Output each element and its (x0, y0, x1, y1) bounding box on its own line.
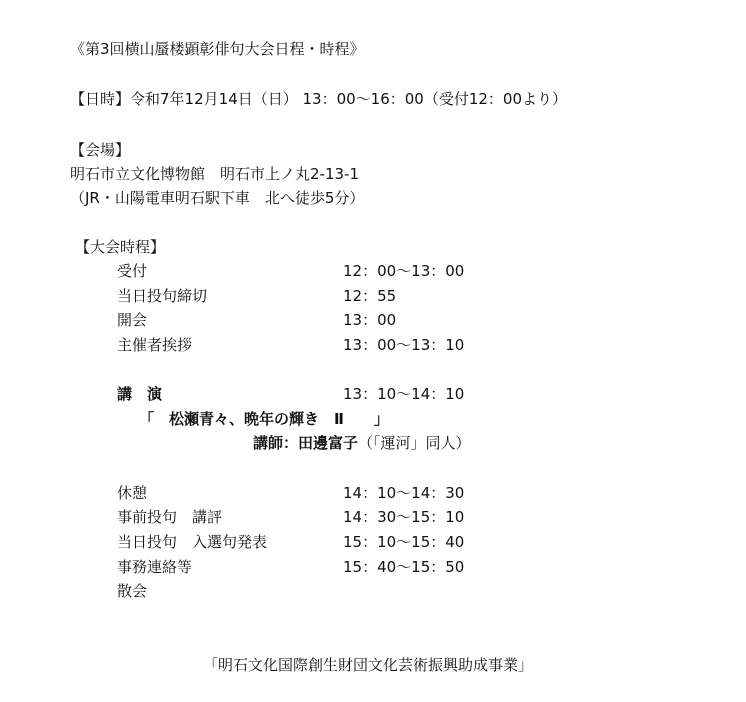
schedule-item-time: 13：00 (343, 311, 397, 329)
lecture-time: 13：10～14：10 (343, 385, 465, 403)
schedule-item-label: 散会 (117, 582, 148, 600)
schedule-item-label: 事前投句 講評 (117, 508, 223, 526)
schedule-item-label: 休憩 (117, 484, 148, 502)
schedule-item-time: 12：55 (343, 287, 397, 305)
schedule-item-time: 14：30～15：10 (343, 508, 465, 526)
lecturer-note: （「運河」同人） (358, 434, 471, 452)
schedule-item-label: 事務連絡等 (117, 558, 193, 576)
schedule-item-label: 主催者挨拶 (117, 336, 193, 354)
footer-note: 「明石文化国際創生財団文化芸術振興助成事業」 (203, 656, 534, 674)
schedule-item-label: 開会 (117, 311, 148, 329)
schedule-item-label: 受付 (117, 262, 148, 280)
schedule-item-time: 15：40～15：50 (343, 558, 465, 576)
lecturer-line (253, 436, 471, 451)
schedule-item-label: 当日投句締切 (117, 287, 208, 305)
datetime-label: 【日時】 (70, 90, 131, 108)
venue-label: 【会場】 (70, 141, 131, 159)
schedule-item-time: 12：00～13：00 (343, 262, 465, 280)
venue-place: 明石市立文化博物館 明石市上ノ丸2-13-1 (70, 165, 360, 183)
datetime-line (70, 92, 567, 107)
schedule-item-label: 当日投句 入選句発表 (117, 533, 268, 551)
venue-access: （JR・山陽電車明石駅下車 北へ徒歩5分） (70, 189, 365, 207)
schedule-item-time: 13：00～13：10 (343, 336, 465, 354)
schedule-label: 【大会時程】 (75, 238, 166, 256)
lecturer-name: 講師：田邊富子 (253, 434, 359, 452)
lecture-subtitle: 「 松瀬青々、晩年の輝き Ⅱ 」 (139, 410, 389, 428)
page-title: 《第3回横山蜃楼顕彰俳句大会日程・時程》 (70, 40, 365, 58)
datetime-value: 令和7年12月14日（日） 13：00～16：00（受付12：00より） (130, 90, 568, 108)
schedule-item-time: 14：10～14：30 (343, 484, 465, 502)
lecture-label: 講 演 (117, 385, 163, 403)
schedule-item-time: 15：10～15：40 (343, 533, 465, 551)
